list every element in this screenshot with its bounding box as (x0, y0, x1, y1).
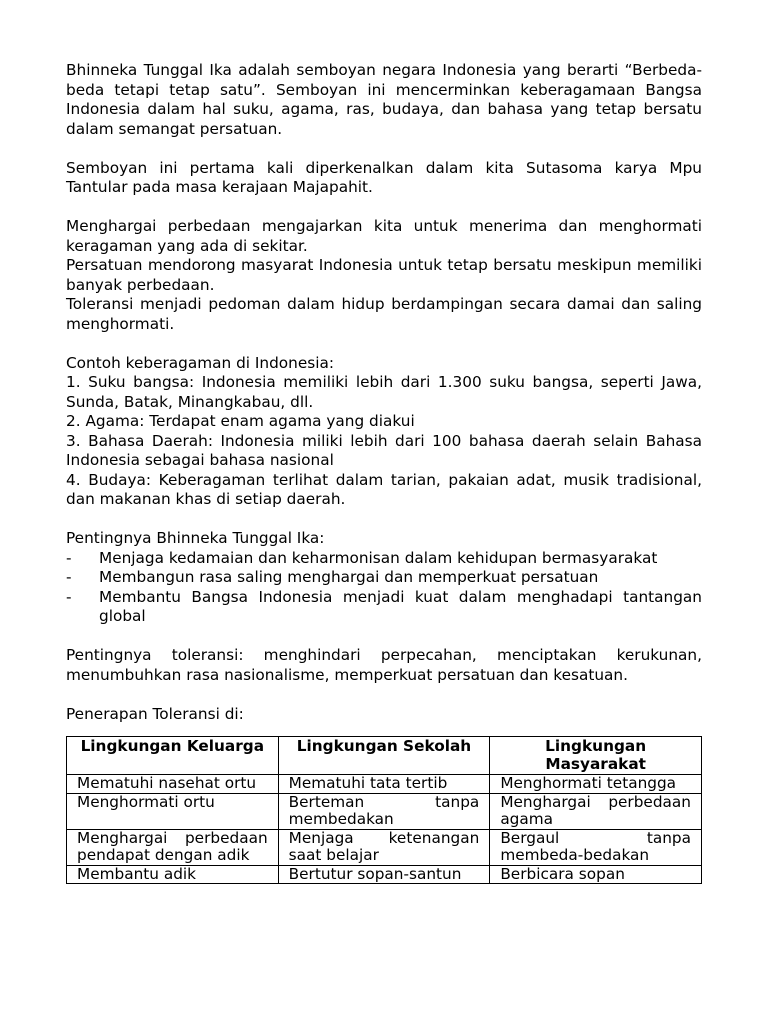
importance-list (66, 549, 702, 627)
table-row (67, 829, 702, 865)
table-cell: Mematuhi tata tertib (278, 775, 490, 794)
paragraph-respect: Menghargai perbedaan mengajarkan kita untuk menerima dan menghormati keragaman yang ada di sekitar. (66, 217, 702, 255)
paragraph-gap (66, 139, 702, 159)
table-cell: Menjaga ketenangan saat belajar (278, 829, 490, 865)
diversity-item: 3. Bahasa Daerah: Indonesia miliki lebih dari 100 bahasa daerah selain Bahasa Indonesia sebagai bahasa nasional (66, 431, 702, 469)
diversity-item: 4. Budaya: Keberagaman terlihat dalam tarian, pakaian adat, musik tradisional, dan makanan khas di setiap daerah. (66, 470, 702, 508)
paragraph-gap (66, 198, 702, 218)
table-cell: Membantu adik (67, 865, 279, 884)
paragraph-origin: Semboyan ini pertama kali diperkenalkan dalam kita Sutasoma karya Mpu Tantular pada masa kerajaan Majapahit. (66, 158, 702, 196)
dash-bullet: - (66, 548, 72, 567)
list-item (66, 568, 702, 588)
table-cell: Menghargai perbedaan agama (490, 793, 702, 829)
table-cell: Menghormati tetangga (490, 775, 702, 794)
column-header-masyarakat: Lingkungan Masyarakat (490, 737, 702, 775)
importance-heading: Pentingnya Bhinneka Tunggal Ika: (66, 529, 325, 547)
diversity-item: 1. Suku bangsa: Indonesia memiliki lebih dari 1.300 suku bangsa, seperti Jawa, Sunda, Batak, Minangkabau, dll. (66, 373, 702, 411)
table-row (67, 793, 702, 829)
table-cell: Berteman tanpa membedakan (278, 793, 490, 829)
list-item (66, 549, 702, 569)
dash-bullet: - (66, 587, 72, 606)
table-row (67, 775, 702, 794)
application-heading: Penerapan Toleransi di: (66, 704, 244, 723)
list-item-text: Membangun rasa saling menghargai dan memperkuat persatuan (99, 568, 599, 586)
table-cell: Mematuhi nasehat ortu (67, 775, 279, 794)
dash-bullet: - (66, 568, 72, 586)
list-item (66, 588, 702, 627)
table-cell: Berbicara sopan (490, 865, 702, 884)
list-item-text: Membantu Bangsa Indonesia menjadi kuat dalam menghadapi tantangan global (99, 587, 702, 625)
table-row (67, 865, 702, 884)
paragraph-tolerance-importance: Pentingnya toleransi: menghindari perpecahan, menciptakan kerukunan, menumbuhkan rasa nasionalisme, memperkuat persatuan dan kesatuan. (66, 646, 702, 684)
table-cell: Menghormati ortu (67, 793, 279, 829)
table-cell: Menghargai perbedaan pendapat dengan adik (67, 829, 279, 865)
table-cell: Bertutur sopan-santun (278, 865, 490, 884)
diversity-heading: Contoh keberagaman di Indonesia: (66, 353, 335, 372)
table-header-row (67, 737, 702, 775)
list-item-text: Menjaga kedamaian dan keharmonisan dalam kehidupan bermasyarakat (99, 548, 658, 567)
paragraph-gap (66, 510, 702, 530)
paragraph-unity: Persatuan mendorong masyarat Indonesia untuk tetap bersatu meskipun memiliki banyak perbedaan. (66, 256, 702, 294)
document-body (66, 61, 702, 884)
paragraph-intro: Bhinneka Tunggal Ika adalah semboyan negara Indonesia yang berarti “Berbeda-beda tetapi tetap satu”. Semboyan ini mencerminkan keberagamaan Bangsa Indonesia dalam hal suku, agama, ras, budaya, dan bahasa yang tetap bersatu dalam semangat persatuan. (66, 61, 702, 138)
paragraph-gap (66, 334, 702, 354)
diversity-item: 2. Agama: Terdapat enam agama yang diakui (66, 412, 415, 430)
paragraph-gap (66, 685, 702, 705)
column-header-keluarga: Lingkungan Keluarga (67, 737, 279, 775)
paragraph-gap (66, 627, 702, 647)
table-cell: Bergaul tanpa membeda-bedakan (490, 829, 702, 865)
paragraph-tolerance: Toleransi menjadi pedoman dalam hidup berdampingan secara damai dan saling menghormati. (66, 295, 702, 333)
tolerance-table (66, 736, 702, 884)
column-header-sekolah: Lingkungan Sekolah (278, 737, 490, 775)
